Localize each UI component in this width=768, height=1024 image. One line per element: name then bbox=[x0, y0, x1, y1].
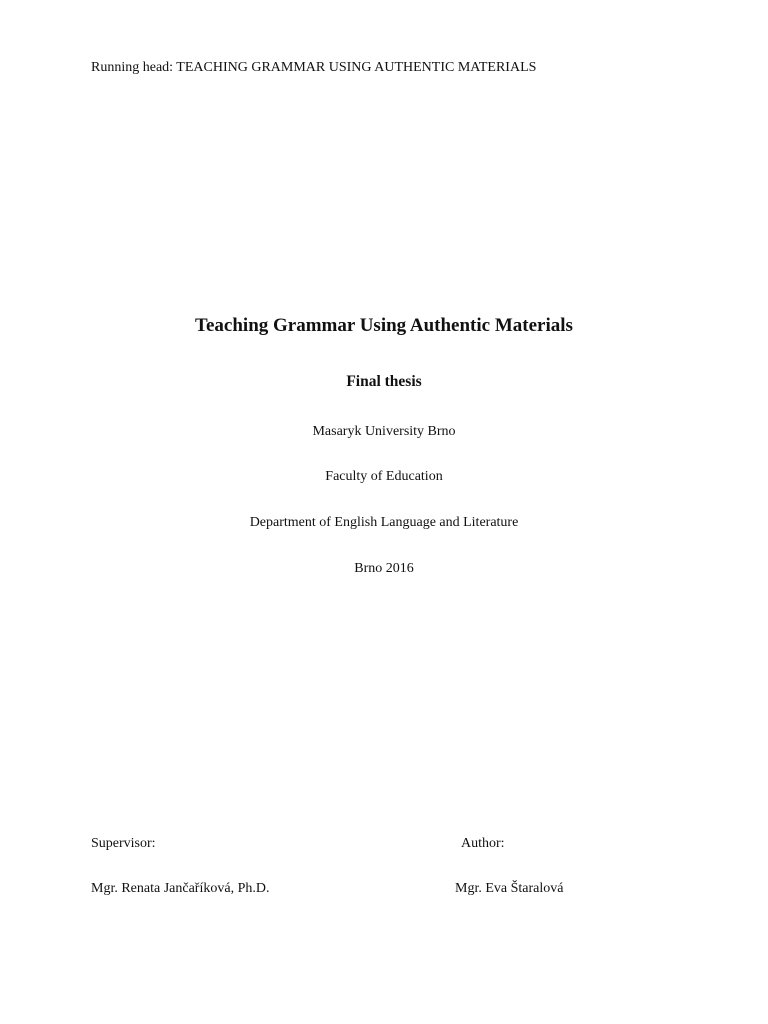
author-name: Mgr. Eva Štaralová bbox=[455, 881, 564, 896]
running-head: Running head: TEACHING GRAMMAR USING AUTHENTIC MATERIALS bbox=[91, 60, 537, 75]
supervisor-label: Supervisor: bbox=[91, 836, 156, 851]
department-name: Department of English Language and Literature bbox=[249, 515, 519, 530]
place-and-year: Brno 2016 bbox=[354, 561, 414, 576]
university-name: Masaryk University Brno bbox=[312, 424, 456, 439]
author-label: Author: bbox=[461, 836, 505, 851]
thesis-subtitle: Final thesis bbox=[346, 373, 422, 390]
thesis-title: Teaching Grammar Using Authentic Materials bbox=[195, 315, 573, 336]
supervisor-name: Mgr. Renata Jančaříková, Ph.D. bbox=[91, 881, 270, 896]
faculty-name: Faculty of Education bbox=[325, 469, 443, 484]
